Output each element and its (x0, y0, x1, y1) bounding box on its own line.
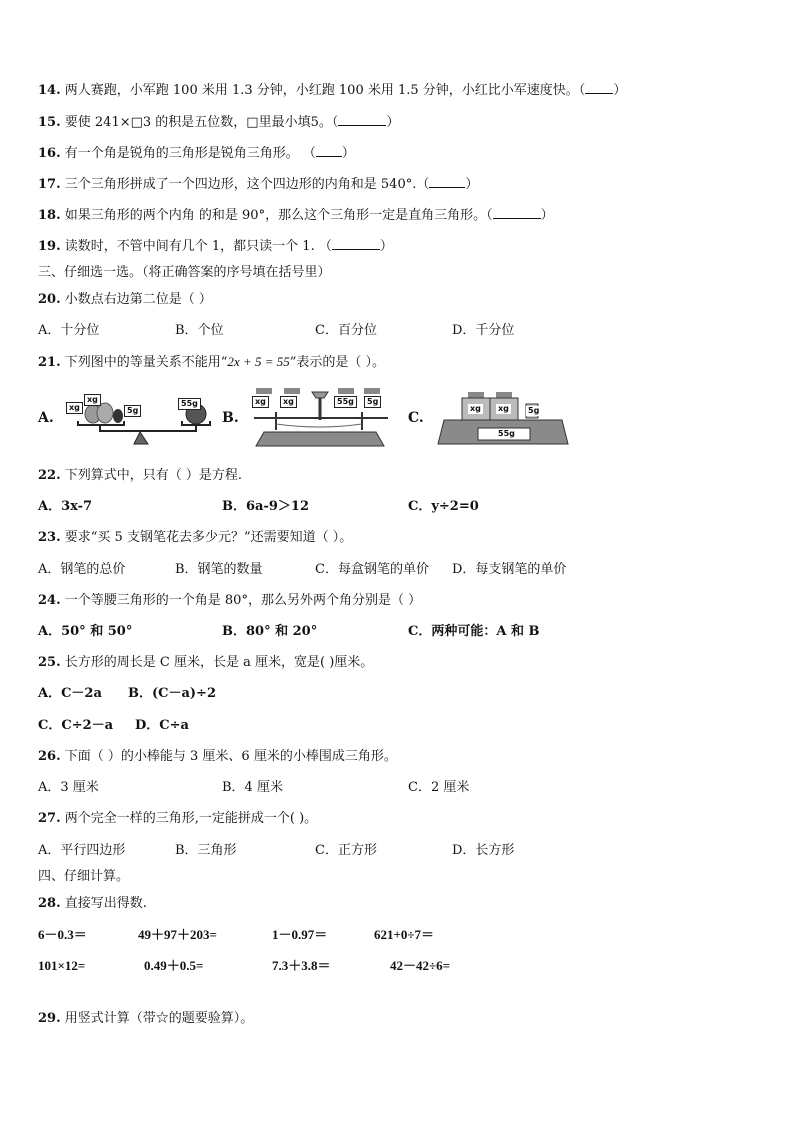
tag-5g: 5g (124, 405, 141, 417)
q20-option-a[interactable]: A．十分位 (38, 323, 100, 338)
question-19: 19. 读数时，不管中间有几个 1，都只读一个 1. （ ） (38, 239, 393, 254)
digital-scale-figure-c (434, 388, 572, 452)
calc-item: 6－0.3＝ (38, 927, 87, 942)
question-16: 16. 有一个角是锐角的三角形是锐角三角形。 （ ） (38, 146, 355, 161)
answer-blank-15[interactable] (338, 114, 386, 126)
question-21: 21. 下列图中的等量关系不能用“2x + 5 = 55”表示的是（ ）。 (38, 354, 386, 370)
q24-option-b[interactable]: B．80° 和 20° (222, 624, 318, 639)
q20-option-d[interactable]: D．千分位 (452, 323, 515, 338)
q20-option-b[interactable]: B．个位 (175, 323, 224, 338)
calc-item: 7.3＋3.8＝ (272, 958, 331, 973)
q27-option-d[interactable]: D．长方形 (452, 843, 515, 858)
question-24: 24. 一个等腰三角形的一个角是 80°，那么另外两个角分别是（ ） (38, 593, 422, 608)
calc-item: 101×12= (38, 958, 86, 973)
tag-xg: xg (470, 404, 481, 413)
question-28: 28. 直接写出得数. (38, 896, 147, 911)
question-25: 25. 长方形的周长是 C 厘米，长是 a 厘米，宽是( )厘米。 (38, 655, 374, 670)
q21-figure-c-label[interactable]: C. (408, 410, 424, 426)
question-22: 22. 下列算式中，只有（ ）是方程. (38, 468, 243, 483)
question-17: 17. 三个三角形拼成了一个四边形，这个四边形的内角和是 540°.（ ） (38, 177, 479, 192)
tag-xg: xg (84, 394, 101, 406)
q22-option-b[interactable]: B．6a-9＞12 (222, 499, 309, 514)
tag-xg: xg (498, 404, 509, 413)
calc-item: 0.49＋0.5= (144, 958, 204, 973)
question-18: 18. 如果三角形的两个内角 的和是 90°，那么这个三角形一定是直角三角形。（ ） (38, 208, 554, 223)
q27-option-b[interactable]: B．三角形 (175, 843, 237, 858)
question-26: 26. 下面（ ）的小棒能与 3 厘米、6 厘米的小棒围成三角形。 (38, 749, 397, 764)
tag-xg: xg (280, 396, 297, 408)
q25-option-a[interactable]: A．C－2a (38, 686, 102, 701)
q21-figure-a-label[interactable]: A. (38, 410, 54, 426)
q25-option-b[interactable]: B．(C－a)÷2 (128, 686, 216, 701)
answer-blank-18[interactable] (493, 207, 541, 219)
tag-xg: xg (66, 402, 83, 414)
calc-item: 621+0÷7＝ (374, 927, 435, 942)
q23-option-b[interactable]: B．钢笔的数量 (175, 562, 263, 577)
seesaw-balance-figure-a (60, 388, 220, 450)
answer-blank-16[interactable] (316, 145, 342, 157)
question-27: 27. 两个完全一样的三角形,一定能拼成一个( )。 (38, 811, 318, 826)
question-15: 15. 要使 241×□3 的积是五位数，□里最小填5。（ ） (38, 115, 400, 130)
question-14: 14. 两人赛跑，小军跑 100 米用 1.3 分钟，小红跑 100 米用 1.5 分钟，小红比小军速度快。（ ） (38, 83, 627, 98)
q25-option-c[interactable]: C．C÷2－a (38, 718, 114, 733)
q23-option-c[interactable]: C．每盒钢笔的单价 (315, 562, 429, 577)
answer-blank-14[interactable] (585, 82, 613, 94)
q26-option-b[interactable]: B．4 厘米 (222, 780, 283, 795)
q25-option-d[interactable]: D．C÷a (135, 718, 189, 733)
answer-blank-17[interactable] (429, 176, 465, 188)
q27-option-a[interactable]: A．平行四边形 (38, 843, 126, 858)
q24-option-c[interactable]: C．两种可能：A 和 B (408, 624, 540, 639)
answer-blank-19[interactable] (332, 238, 380, 250)
calc-item: 49＋97＋203= (138, 927, 217, 942)
question-23: 23. 要求“买 5 支钢笔花去多少元？”还需要知道（ ）。 (38, 530, 353, 545)
tag-55g: 55g (334, 396, 357, 408)
equation: 2x + 5 = 55 (227, 354, 290, 369)
q21-figure-b-label[interactable]: B. (222, 410, 239, 426)
tag-5g: 5g (528, 406, 540, 415)
tag-55g: 55g (498, 429, 515, 438)
q20-option-c[interactable]: C．百分位 (315, 323, 377, 338)
tag-5g: 5g (364, 396, 381, 408)
q24-option-a[interactable]: A．50° 和 50° (38, 624, 133, 639)
q23-option-d[interactable]: D．每支钢笔的单价 (452, 562, 567, 577)
question-20: 20. 小数点右边第二位是（ ） (38, 292, 212, 307)
q22-option-c[interactable]: C．y÷2=0 (408, 499, 479, 514)
q22-option-a[interactable]: A．3x-7 (38, 499, 93, 514)
scale-icon (434, 388, 572, 452)
section-4-heading: 四、仔细计算。 (38, 869, 130, 884)
q23-option-a[interactable]: A．钢笔的总价 (38, 562, 126, 577)
q26-option-c[interactable]: C．2 厘米 (408, 780, 470, 795)
section-3-heading: 三、仔细选一选。（将正确答案的序号填在括号里） (38, 265, 331, 280)
tag-xg: xg (252, 396, 269, 408)
tag-55g: 55g (178, 398, 201, 410)
calc-item: 1－0.97＝ (272, 927, 328, 942)
question-29: 29. 用竖式计算（带☆的题要验算）。 (38, 1011, 254, 1026)
pan-balance-figure-b (246, 386, 396, 452)
q26-option-a[interactable]: A．3 厘米 (38, 780, 99, 795)
q27-option-c[interactable]: C．正方形 (315, 843, 377, 858)
calc-item: 42－42÷6= (390, 958, 451, 973)
